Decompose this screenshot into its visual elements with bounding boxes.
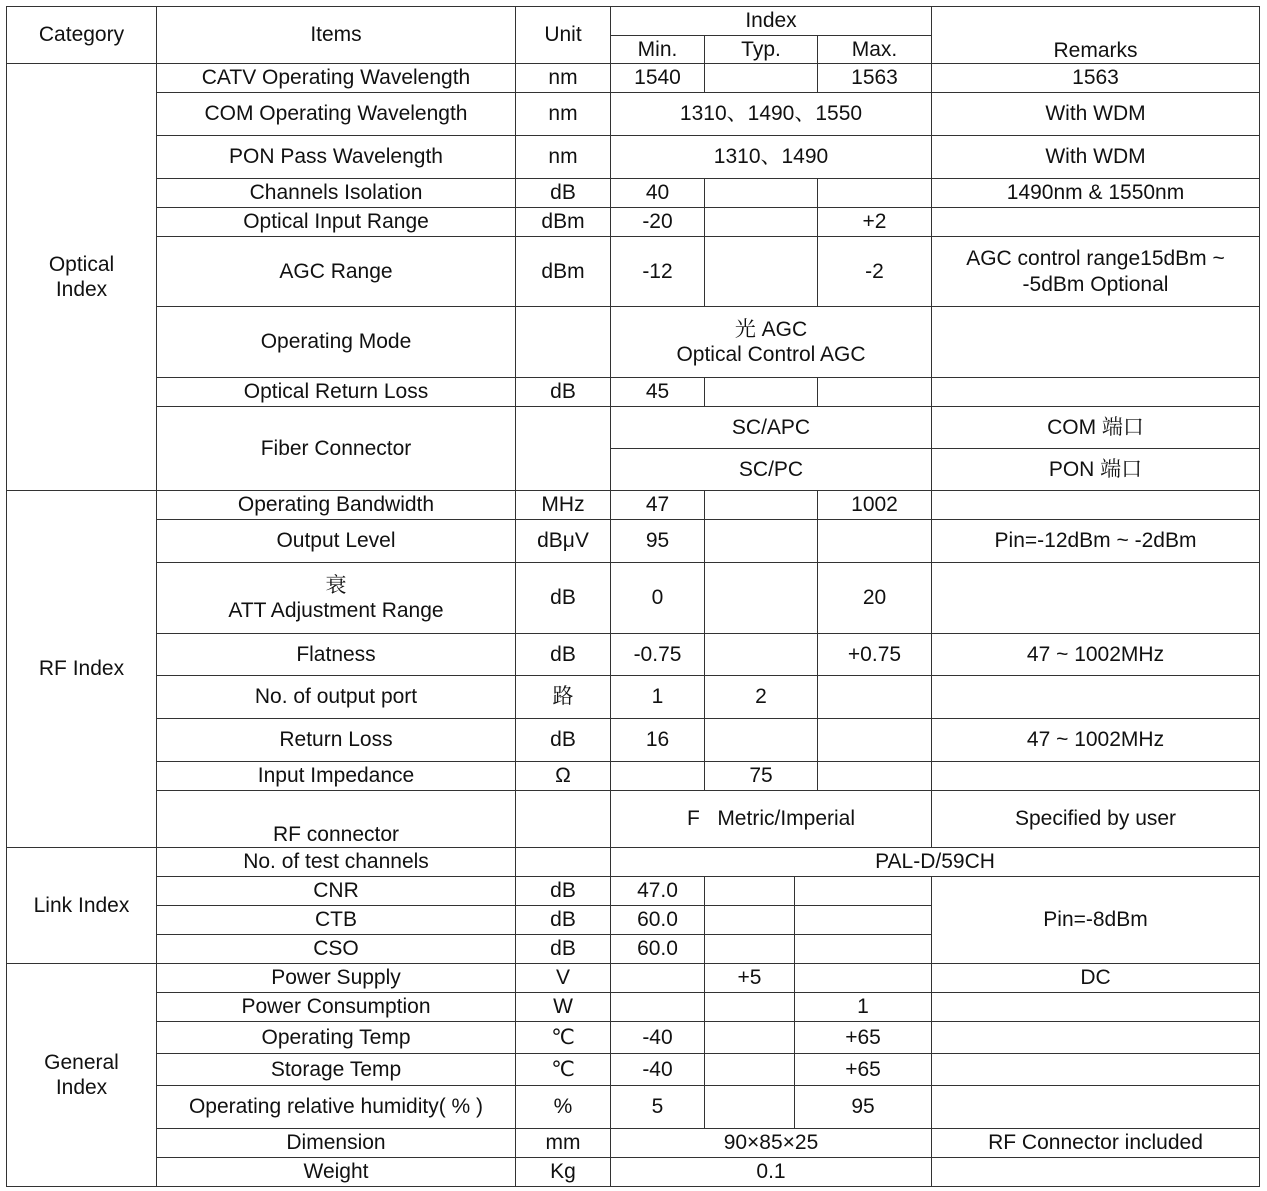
unit-dimension: mm [516, 1129, 611, 1158]
remarks-flatness: 47 ~ 1002MHz [932, 634, 1260, 676]
typ-power-supply: +5 [705, 964, 795, 993]
remarks-output-port [932, 676, 1260, 719]
item-cnr: CNR [157, 877, 516, 906]
unit-weight: Kg [516, 1158, 611, 1187]
typ-op-temp [705, 1022, 795, 1054]
remarks-impedance [932, 762, 1260, 791]
min-isolation: 40 [611, 179, 705, 208]
min-impedance [611, 762, 705, 791]
unit-catv: nm [516, 64, 611, 93]
max-output-level [818, 520, 932, 563]
max-storage-temp: +65 [795, 1054, 932, 1086]
item-output-port: No. of output port [157, 676, 516, 719]
header-remarks: Remarks [932, 7, 1260, 64]
unit-cnr: dB [516, 877, 611, 906]
category-optical-line1: Optical [48, 252, 115, 276]
max-ctb [795, 906, 932, 935]
category-general-line2: Index [55, 1076, 108, 1099]
unit-bandwidth: MHz [516, 491, 611, 520]
category-rf: RF Index [7, 491, 157, 848]
max-power-supply [795, 964, 932, 993]
item-rf-return-loss: Return Loss [157, 719, 516, 762]
remarks-pon: With WDM [932, 136, 1260, 179]
min-flatness: -0.75 [611, 634, 705, 676]
max-power-consumption: 1 [795, 993, 932, 1022]
min-optical-return-loss: 45 [611, 378, 705, 407]
max-humidity: 95 [795, 1086, 932, 1129]
header-items: Items [157, 7, 516, 64]
unit-optical-return-loss: dB [516, 378, 611, 407]
typ-impedance: 75 [705, 762, 818, 791]
max-op-temp: +65 [795, 1022, 932, 1054]
remarks-weight [932, 1158, 1260, 1187]
header-max: Max. [818, 36, 932, 64]
max-isolation [818, 179, 932, 208]
item-ctb: CTB [157, 906, 516, 935]
unit-rf-connector [516, 791, 611, 848]
spec-table [6, 6, 1260, 1187]
typ-humidity [705, 1086, 795, 1129]
item-pon: PON Pass Wavelength [157, 136, 516, 179]
remarks-humidity [932, 1086, 1260, 1129]
max-rf-return-loss [818, 719, 932, 762]
max-cnr [795, 877, 932, 906]
min-input-range: -20 [611, 208, 705, 237]
remarks-isolation: 1490nm & 1550nm [932, 179, 1260, 208]
unit-rf-return-loss: dB [516, 719, 611, 762]
unit-cso: dB [516, 935, 611, 964]
item-humidity: Operating relative humidity( % ) [157, 1086, 516, 1129]
remarks-input-range [932, 208, 1260, 237]
remarks-fiber-pon: PON 端口 [932, 449, 1260, 491]
item-flatness: Flatness [157, 634, 516, 676]
item-input-range: Optical Input Range [157, 208, 516, 237]
typ-agc-range [705, 237, 818, 307]
remarks-power-supply: DC [932, 964, 1260, 993]
unit-att: dB [516, 563, 611, 634]
category-link: Link Index [7, 848, 157, 964]
unit-power-supply: V [516, 964, 611, 993]
typ-power-consumption [705, 993, 795, 1022]
typ-output-level [705, 520, 818, 563]
unit-ctb: dB [516, 906, 611, 935]
unit-humidity: % [516, 1086, 611, 1129]
att-line1: 衰 [325, 573, 347, 597]
item-power-supply: Power Supply [157, 964, 516, 993]
unit-pon: nm [516, 136, 611, 179]
min-storage-temp: -40 [611, 1054, 705, 1086]
remarks-bandwidth [932, 491, 1260, 520]
typ-bandwidth [705, 491, 818, 520]
remarks-output-level: Pin=-12dBm ~ -2dBm [932, 520, 1260, 563]
remarks-dimension: RF Connector included [932, 1129, 1260, 1158]
typ-att [705, 563, 818, 634]
min-ctb: 60.0 [611, 906, 705, 935]
typ-catv [705, 64, 818, 93]
item-rf-connector: RF connector [157, 791, 516, 848]
max-agc-range: -2 [818, 237, 932, 307]
value-fiber-apc: SC/APC [611, 407, 932, 449]
unit-input-range: dBm [516, 208, 611, 237]
min-catv: 1540 [611, 64, 705, 93]
max-input-range: +2 [818, 208, 932, 237]
remarks-rf-return-loss: 47 ~ 1002MHz [932, 719, 1260, 762]
item-optical-return-loss: Optical Return Loss [157, 378, 516, 407]
item-storage-temp: Storage Temp [157, 1054, 516, 1086]
item-dimension: Dimension [157, 1129, 516, 1158]
unit-test-channels [516, 848, 611, 877]
typ-cso [705, 935, 795, 964]
typ-input-range [705, 208, 818, 237]
max-impedance [818, 762, 932, 791]
min-agc-range: -12 [611, 237, 705, 307]
remarks-rf-connector: Specified by user [932, 791, 1260, 848]
remarks-com: With WDM [932, 93, 1260, 136]
max-att: 20 [818, 563, 932, 634]
remarks-power-consumption [932, 993, 1260, 1022]
typ-isolation [705, 179, 818, 208]
value-weight: 0.1 [611, 1158, 932, 1187]
min-humidity: 5 [611, 1086, 705, 1129]
min-cso: 60.0 [611, 935, 705, 964]
min-att: 0 [611, 563, 705, 634]
unit-power-consumption: W [516, 993, 611, 1022]
typ-ctb [705, 906, 795, 935]
remarks-op-temp [932, 1022, 1260, 1054]
remarks-storage-temp [932, 1054, 1260, 1086]
unit-output-port: 路 [516, 676, 611, 719]
mode-line1: 光 AGC [734, 317, 808, 341]
item-output-level: Output Level [157, 520, 516, 563]
max-flatness: +0.75 [818, 634, 932, 676]
item-cso: CSO [157, 935, 516, 964]
item-bandwidth: Operating Bandwidth [157, 491, 516, 520]
min-cnr: 47.0 [611, 877, 705, 906]
max-output-port [818, 676, 932, 719]
value-operating-mode [611, 307, 932, 378]
unit-impedance: Ω [516, 762, 611, 791]
max-cso [795, 935, 932, 964]
value-rf-connector: F Metric/Imperial [611, 791, 932, 848]
min-power-consumption [611, 993, 705, 1022]
header-unit: Unit [516, 7, 611, 64]
unit-isolation: dB [516, 179, 611, 208]
value-com: 1310、1490、1550 [611, 93, 932, 136]
unit-agc-range: dBm [516, 237, 611, 307]
unit-fiber-connector [516, 407, 611, 491]
item-att [157, 563, 516, 634]
category-optical [7, 64, 157, 491]
item-op-temp: Operating Temp [157, 1022, 516, 1054]
item-fiber-connector: Fiber Connector [157, 407, 516, 491]
value-fiber-pc: SC/PC [611, 449, 932, 491]
typ-output-port: 2 [705, 676, 818, 719]
item-power-consumption: Power Consumption [157, 993, 516, 1022]
category-general-line1: General [44, 1050, 119, 1074]
min-output-port: 1 [611, 676, 705, 719]
header-category: Category [7, 7, 157, 64]
typ-rf-return-loss [705, 719, 818, 762]
item-com: COM Operating Wavelength [157, 93, 516, 136]
typ-flatness [705, 634, 818, 676]
unit-com: nm [516, 93, 611, 136]
typ-cnr [705, 877, 795, 906]
item-test-channels: No. of test channels [157, 848, 516, 877]
remarks-operating-mode [932, 307, 1260, 378]
item-operating-mode: Operating Mode [157, 307, 516, 378]
remarks-fiber-com: COM 端口 [932, 407, 1260, 449]
min-bandwidth: 47 [611, 491, 705, 520]
item-isolation: Channels Isolation [157, 179, 516, 208]
value-pon: 1310、1490 [611, 136, 932, 179]
header-typ: Typ. [705, 36, 818, 64]
remarks-link: Pin=-8dBm [932, 877, 1260, 964]
unit-storage-temp: ℃ [516, 1054, 611, 1086]
remarks-agc-line1: AGC control range15dBm ~ [966, 247, 1225, 271]
typ-storage-temp [705, 1054, 795, 1086]
remarks-optical-return-loss [932, 378, 1260, 407]
min-op-temp: -40 [611, 1022, 705, 1054]
min-rf-return-loss: 16 [611, 719, 705, 762]
min-power-supply [611, 964, 705, 993]
typ-optical-return-loss [705, 378, 818, 407]
max-catv: 1563 [818, 64, 932, 93]
unit-output-level: dBμV [516, 520, 611, 563]
value-dimension: 90×85×25 [611, 1129, 932, 1158]
min-output-level: 95 [611, 520, 705, 563]
header-index: Index [611, 7, 932, 36]
category-optical-line2: Index [55, 278, 108, 301]
item-catv: CATV Operating Wavelength [157, 64, 516, 93]
item-impedance: Input Impedance [157, 762, 516, 791]
unit-op-temp: ℃ [516, 1022, 611, 1054]
att-line2: ATT Adjustment Range [228, 599, 444, 622]
remarks-att [932, 563, 1260, 634]
remarks-agc-line2: -5dBm Optional [1022, 272, 1169, 296]
remarks-agc-range [932, 237, 1260, 307]
max-optical-return-loss [818, 378, 932, 407]
header-min: Min. [611, 36, 705, 64]
mode-line2: Optical Control AGC [676, 343, 866, 366]
category-general [7, 964, 157, 1187]
max-bandwidth: 1002 [818, 491, 932, 520]
value-test-channels: PAL-D/59CH [611, 848, 1260, 877]
item-weight: Weight [157, 1158, 516, 1187]
unit-operating-mode [516, 307, 611, 378]
unit-flatness: dB [516, 634, 611, 676]
remarks-catv: 1563 [932, 64, 1260, 93]
item-agc-range: AGC Range [157, 237, 516, 307]
